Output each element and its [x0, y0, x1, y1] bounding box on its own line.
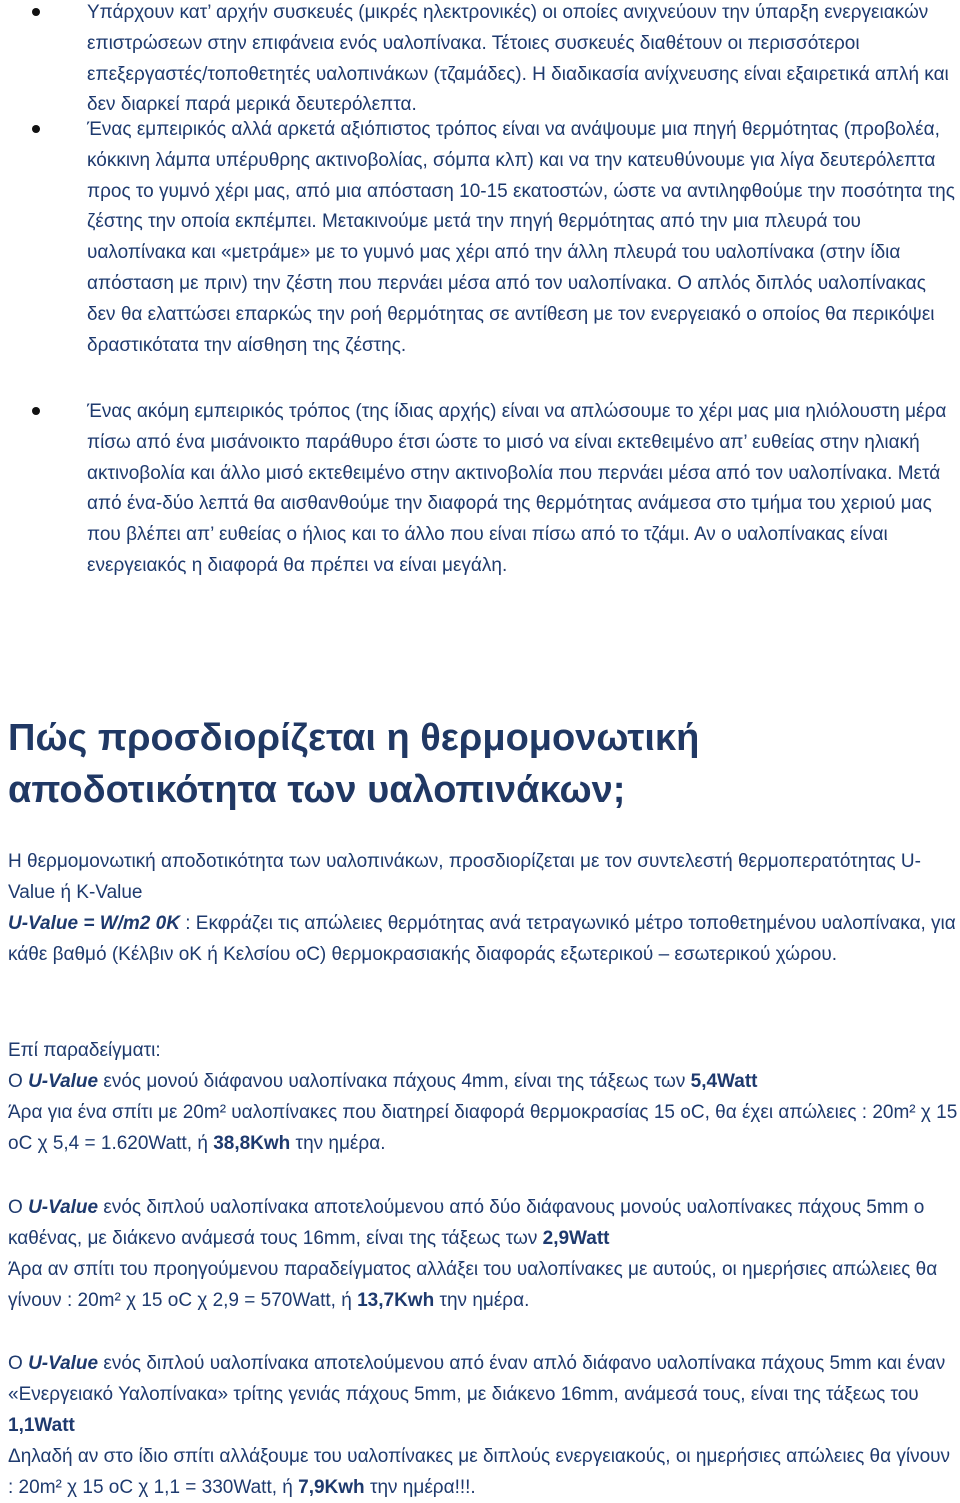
example-text: την ημέρα.: [290, 1133, 386, 1154]
section-heading: Πώς προσδιορίζεται η θερμομονωτική αποδοτικότητα των υαλοπινάκων;: [8, 717, 700, 811]
example-2: [8, 1192, 958, 1316]
example-text: Ο: [8, 1353, 29, 1374]
bullet-icon: [32, 125, 40, 133]
bullet-item: [0, 115, 960, 361]
example-text: ενός διπλού υαλοπίνακα αποτελούμενου από δύο διάφανους μονούς υαλοπίνακες πάχους 5mm ο καθένας, με διάκενο ανάμεσά τους 16mm, είναι της τάξεως των: [8, 1197, 925, 1249]
example-value: 2,9Watt: [542, 1228, 610, 1249]
example-value: 7,9Kwh: [298, 1477, 365, 1498]
example-text: την ημέρα!!!.: [364, 1477, 476, 1498]
example-3: [8, 1348, 958, 1503]
example-text: ενός μονού διάφανου υαλοπίνακα πάχους 4mm, είναι της τάξεως των: [98, 1071, 691, 1092]
example-text: Ο: [8, 1197, 29, 1218]
bullet-text: Ένας ακόμη εμπειρικός τρόπος (της ίδιας αρχής) είναι να απλώσουμε το χέρι μας μια ηλιόλουστη μέρα πίσω από ένα μισάνοικτο παράθυρο έτσι ώστε το μισό να είναι εκτεθειμένο απ’ ευθείας στην ηλιακή ακτινοβολία και άλλο μισό εκτεθειμένο στην ακτινοβολία που περνάει μέσα από τον υαλοπίνακα. Μετά από ένα-δύο λεπτά θα αισθανθούμε την διαφορά της θερμότητας ανάμεσα στο τμήμα του χεριού μας που βλέπει απ’ ευθείας ο ήλιος και το άλλο που είναι πίσω από το τζάμι. Αν ο υαλοπίνακας είναι ενεργειακός η διαφορά θα πρέπει να είναι μεγάλη.: [87, 401, 947, 576]
example-value: 1,1Watt: [8, 1415, 75, 1436]
bullet-item: [0, 397, 960, 582]
example-text: Άρα αν σπίτι του προηγούμενου παραδείγματος αλλάξει του υαλοπίνακες με αυτούς, οι ημερήσιες απώλειες θα γίνουν : 20m² χ 15 oC χ 2,9 = 570Watt, ή: [8, 1259, 938, 1311]
example-value: 38,8Kwh: [213, 1133, 291, 1154]
example-text: Ο: [8, 1071, 29, 1092]
example-value: 13,7Kwh: [357, 1290, 435, 1311]
intro-text: Η θερμομονωτική αποδοτικότητα των υαλοπινάκων, προσδιορίζεται με τον συντελεστή θερμοπερατότητας U-Value ή K-Value: [8, 851, 921, 903]
example-term: U-Value: [28, 1071, 99, 1092]
bullet-icon: [32, 407, 40, 415]
bullet-icon: [32, 8, 40, 16]
example-text: Άρα για ένα σπίτι με 20m² υαλοπίνακες που διατηρεί διαφορά θερμοκρασίας 15 oC, θα έχει απώλειες : 20m² χ 15 oC χ 5,4 = 1.620Watt, ή: [8, 1102, 958, 1154]
examples-label: Επί παραδείγματι:: [8, 1040, 161, 1061]
example-text: Δηλαδή αν στο ίδιο σπίτι αλλάξουμε του υαλοπίνακες με διπλούς ενεργειακούς, οι ημερήσιες απώλειες θα γίνουν : 20m² χ 15 oC χ 1,1 = 330Watt, ή: [8, 1446, 951, 1498]
example-1: [8, 1066, 958, 1159]
example-term: U-Value: [28, 1353, 99, 1374]
definition-term: U-Value = W/m2 0K: [8, 913, 180, 934]
intro-paragraph: [8, 846, 958, 970]
bullet-item: [0, 0, 960, 121]
example-text: την ημέρα.: [434, 1290, 530, 1311]
bullet-text: Ένας εμπειρικός αλλά αρκετά αξιόπιστος τρόπος είναι να ανάψουμε μια πηγή θερμότητας (προβολέα, κόκκινη λάμπα υπέρυθρης ακτινοβολίας, σόμπα κλπ) και να την κατευθύνουμε για λίγα δευτερόλεπτα προς το γυμνό χέρι μας, από μια απόσταση 10-15 εκατοστών, ώστε να αντιληφθούμε την ποσότητα της ζέστης την οποία εκπέμπει. Μετακινούμε μετά την πηγή θερμότητας από την μια πλευρά του υαλοπίνακα και «μετράμε» με το γυμνό μας χέρι από την άλλη πλευρά του υαλοπίνακα (στην ίδια απόσταση με πριν) την ζέστη που περνάει μέσα από τον υαλοπίνακα. Ο απλός διπλός υαλοπίνακας δεν θα ελαττώσει επαρκώς την ροή θερμότητας σε αντίθεση με τον ενεργειακό ο οποίος θα περικόψει δραστικότατα την αίσθηση της ζέστης.: [87, 119, 955, 356]
definition-text: : Εκφράζει τις απώλειες θερμότητας ανά τετραγωνικό μέτρο τοποθετημένου υαλοπίνακα, για κάθε βαθμό (Κέλβιν οΚ ή Κελσίου οC) θερμοκρασιακής διαφοράς εξωτερικού – εσωτερικού χώρου.: [8, 913, 956, 965]
example-text: ενός διπλού υαλοπίνακα αποτελούμενου από έναν απλό διάφανο υαλοπίνακα πάχους 5mm και έναν «Ενεργειακό Υαλοπίνακα» τρίτης γενιάς πάχους 5mm, με διάκενο 16mm, ανάμεσά τους, είναι της τάξεως του: [8, 1353, 946, 1405]
bullet-text: Υπάρχουν κατ’ αρχήν συσκευές (μικρές ηλεκτρονικές) οι οποίες ανιχνεύουν την ύπαρξη ενεργειακών επιστρώσεων στην επιφάνεια ενός υαλοπίνακα. Τέτοιες συσκευές διαθέτουν οι περισσότεροι επεξεργαστές/τοποθετητές υαλοπινάκων (τζαμάδες). Η διαδικασία ανίχνευσης είναι εξαιρετικά απλή και δεν διαρκεί παρά μερικά δευτερόλεπτα.: [87, 2, 949, 116]
example-term: U-Value: [28, 1197, 99, 1218]
example-value: 5,4Watt: [690, 1071, 758, 1092]
